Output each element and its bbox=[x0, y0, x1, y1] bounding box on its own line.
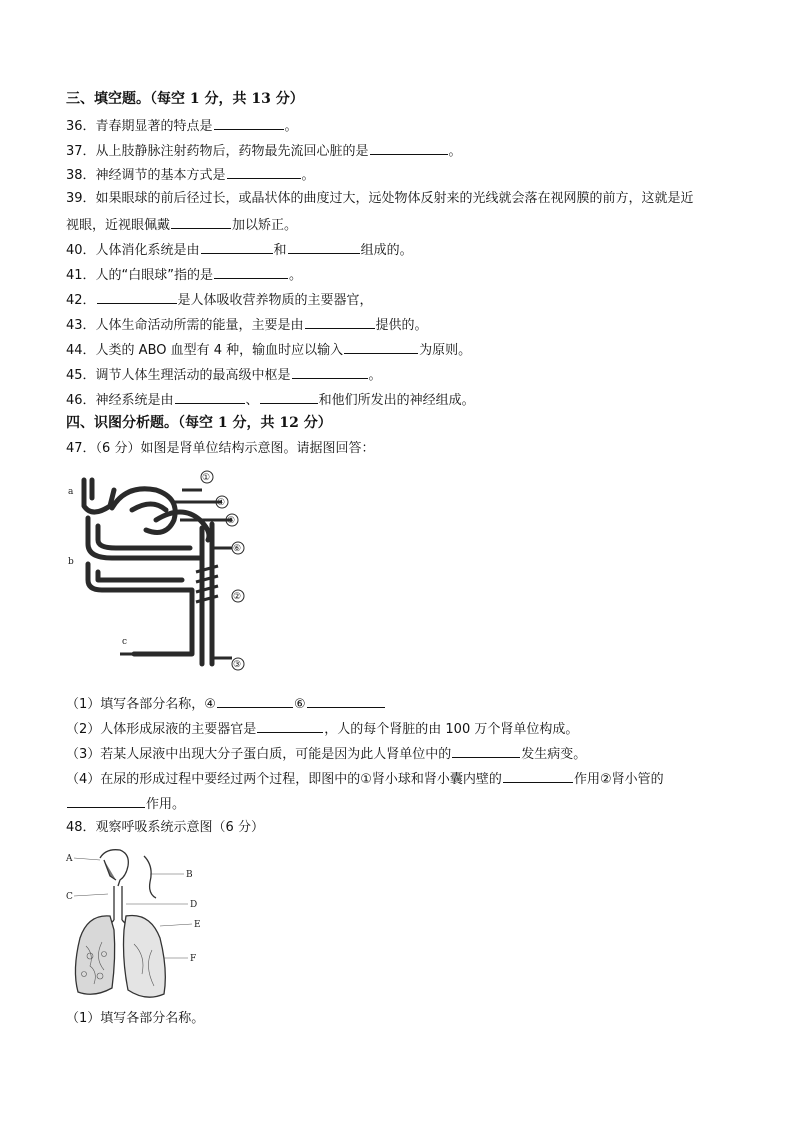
answer-blank[interactable] bbox=[288, 240, 360, 254]
label-1: ① bbox=[202, 473, 211, 483]
answer-blank[interactable] bbox=[214, 116, 284, 130]
label-3: ③ bbox=[233, 660, 242, 670]
answer-blank[interactable] bbox=[175, 390, 245, 404]
label-C: C bbox=[66, 892, 73, 902]
answer-blank[interactable] bbox=[307, 694, 385, 708]
question-47-sub3: （3）若某人尿液中出现大分子蛋白质，可能是因为此人肾单位中的 发生病变。 bbox=[66, 744, 586, 764]
answer-blank[interactable] bbox=[370, 141, 448, 155]
question-45: 45．调节人体生理活动的最高级中枢是 。 bbox=[66, 365, 382, 385]
question-36: 36．青春期显著的特点是 。 bbox=[66, 116, 298, 136]
label-5: ⑤ bbox=[227, 516, 236, 526]
question-37: 37．从上肢静脉注射药物后，药物最先流回心脏的是 。 bbox=[66, 141, 462, 161]
label-c: c bbox=[122, 637, 128, 647]
label-a: a bbox=[68, 487, 74, 497]
respiratory-diagram bbox=[64, 846, 214, 1006]
label-4: ④ bbox=[217, 498, 226, 508]
question-47-sub2: （2）人体形成尿液的主要器官是 ，人的每个肾脏的由 100 万个肾单位构成。 bbox=[66, 719, 578, 739]
answer-blank[interactable] bbox=[227, 165, 301, 179]
answer-blank[interactable] bbox=[292, 365, 368, 379]
section-4-title: 四、识图分析题。（每空 1 分，共 12 分） bbox=[66, 415, 332, 431]
label-D: D bbox=[190, 900, 198, 910]
question-46: 46．神经系统是由 、 和他们所发出的神经组成。 bbox=[66, 390, 475, 410]
label-2: ② bbox=[233, 592, 242, 602]
question-44: 44．人类的 ABO 血型有 4 种，输血时应以输入 为原则。 bbox=[66, 340, 471, 360]
label-E: E bbox=[194, 920, 201, 930]
question-47-stem: 47．（6 分）如图是肾单位结构示意图。请据图回答： bbox=[66, 441, 375, 456]
question-47-sub4-line2: 作用。 bbox=[66, 794, 185, 814]
question-47-sub1: （1）填写各部分名称，④ ⑥ bbox=[66, 694, 386, 714]
answer-blank[interactable] bbox=[171, 215, 231, 229]
nephron-diagram bbox=[62, 468, 262, 678]
answer-blank[interactable] bbox=[503, 769, 573, 783]
answer-blank[interactable] bbox=[452, 744, 520, 758]
question-41: 41．人的“白眼球”指的是 。 bbox=[66, 265, 302, 285]
question-48-sub1: （1）填写各部分名称。 bbox=[66, 1011, 205, 1026]
label-F: F bbox=[190, 954, 197, 964]
answer-blank[interactable] bbox=[201, 240, 273, 254]
question-40: 40．人体消化系统是由 和 组成的。 bbox=[66, 240, 413, 260]
question-48-stem: 48．观察呼吸系统示意图（6 分） bbox=[66, 820, 264, 835]
answer-blank[interactable] bbox=[257, 719, 323, 733]
question-39-line1: 39．如果眼球的前后径过长，或晶状体的曲度过大，远处物体反射来的光线就会落在视网膜的前方，这就是近 bbox=[66, 191, 694, 206]
label-b: b bbox=[68, 557, 74, 567]
question-39-line2: 视眼，近视眼佩戴 加以矫正。 bbox=[66, 215, 297, 235]
answer-blank[interactable] bbox=[217, 694, 293, 708]
label-6: ⑥ bbox=[233, 544, 242, 554]
answer-blank[interactable] bbox=[214, 265, 288, 279]
question-43: 43．人体生命活动所需的能量，主要是由 提供的。 bbox=[66, 315, 428, 335]
answer-blank[interactable] bbox=[97, 290, 177, 304]
answer-blank[interactable] bbox=[305, 315, 375, 329]
label-A: A bbox=[66, 854, 73, 864]
question-38: 38．神经调节的基本方式是 。 bbox=[66, 165, 315, 185]
question-47-sub4-line1: （4）在尿的形成过程中要经过两个过程，即图中的①肾小球和肾小囊内壁的 作用②肾小管的 bbox=[66, 769, 664, 789]
answer-blank[interactable] bbox=[260, 390, 318, 404]
question-42: 42． 是人体吸收营养物质的主要器官， bbox=[66, 290, 373, 310]
section-3-title: 三、填空题。（每空 1 分，共 13 分） bbox=[66, 91, 304, 107]
label-B: B bbox=[186, 870, 193, 880]
answer-blank[interactable] bbox=[67, 794, 145, 808]
answer-blank[interactable] bbox=[344, 340, 418, 354]
